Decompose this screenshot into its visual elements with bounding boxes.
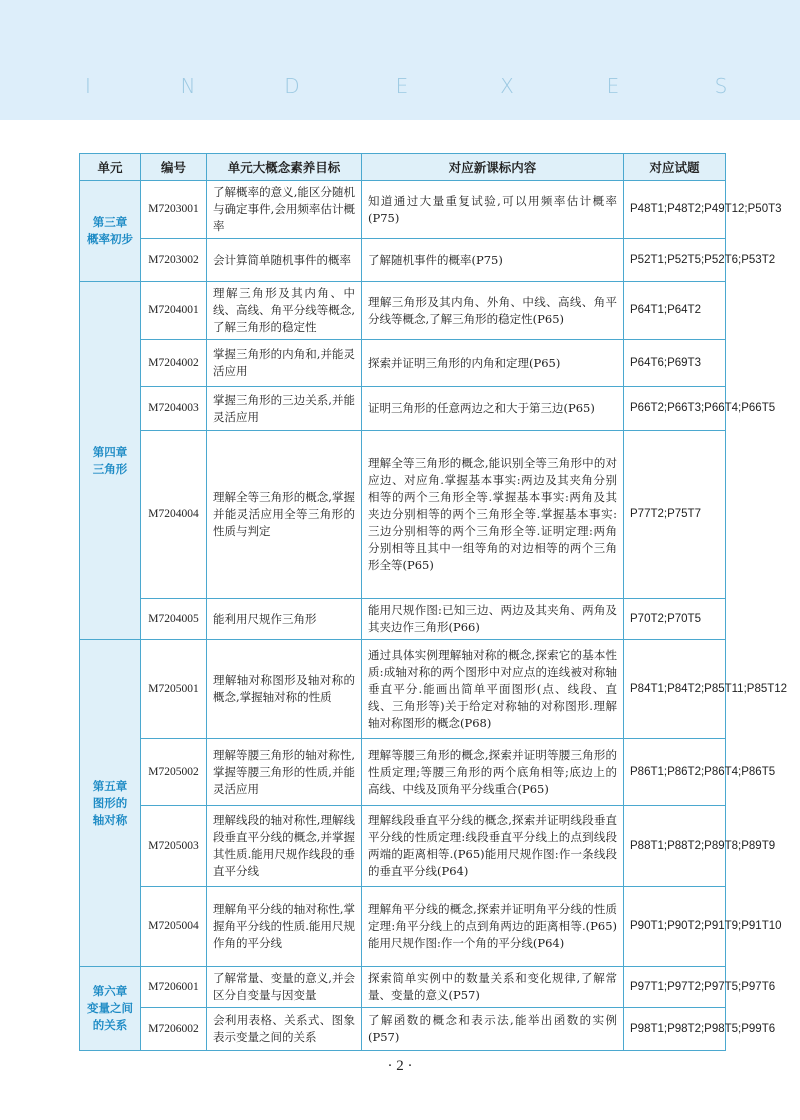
banner-letter: I bbox=[85, 74, 91, 98]
unit-title-line: 轴对称 bbox=[92, 812, 128, 827]
code-cell: M7203001 bbox=[141, 181, 207, 239]
goal-cell: 掌握三角形的内角和,并能灵活应用 bbox=[207, 340, 362, 387]
standard-content-cell: 理解角平分线的概念,探索并证明角平分线的性质定理:角平分线上的点到角两边的距离相等.(P65)能用尺规作图:作一个角的平分线(P64) bbox=[362, 887, 624, 967]
unit-title-line: 概率初步 bbox=[87, 232, 133, 246]
questions-cell: P64T1;P64T2 bbox=[624, 282, 726, 340]
code-cell: M7206001 bbox=[141, 967, 207, 1008]
table-row bbox=[80, 887, 726, 967]
unit-title-line: 图形的 bbox=[92, 795, 128, 810]
code-cell: M7204003 bbox=[141, 387, 207, 431]
banner-letter: D bbox=[284, 74, 300, 98]
code-cell: M7205001 bbox=[141, 640, 207, 739]
goal-cell: 理解全等三角形的概念,掌握并能灵活应用全等三角形的性质与判定 bbox=[207, 431, 362, 599]
table-row bbox=[80, 599, 726, 640]
indexes-lettering bbox=[0, 74, 800, 104]
code-cell: M7205003 bbox=[141, 806, 207, 887]
code-cell: M7203002 bbox=[141, 239, 207, 282]
questions-cell: P84T1;P84T2;P85T11;P85T12 bbox=[624, 640, 726, 739]
standard-content-cell: 通过具体实例理解轴对称的概念,探索它的基本性质:成轴对称的两个图形中对应点的连线被对称轴垂直平分.能画出简单平面图形(点、线段、直线、三角形等)关于给定对称轴的对称图形.理解轴对称图形的概念(P68) bbox=[362, 640, 624, 739]
page-number: · 2 · bbox=[387, 1058, 413, 1074]
goal-cell: 理解等腰三角形的轴对称性,掌握等腰三角形的性质,并能灵活应用 bbox=[207, 739, 362, 806]
unit-title-line: 第五章 bbox=[92, 778, 128, 793]
unit-title-cell bbox=[80, 640, 141, 967]
table-row bbox=[80, 431, 726, 599]
code-cell: M7204005 bbox=[141, 599, 207, 640]
table-row bbox=[80, 340, 726, 387]
unit-title-line: 第四章 bbox=[92, 444, 128, 459]
questions-cell: P48T1;P48T2;P49T12;P50T3 bbox=[624, 181, 726, 239]
banner-letter: E bbox=[606, 74, 620, 98]
table-row bbox=[80, 1008, 726, 1051]
header-goal: 单元大概念素养目标 bbox=[207, 154, 362, 181]
goal-cell: 了解概率的意义,能区分随机与确定事件,会用频率估计概率 bbox=[207, 181, 362, 239]
questions-cell: P86T1;P86T2;P86T4;P86T5 bbox=[624, 739, 726, 806]
unit-title-line: 三角形 bbox=[92, 461, 128, 476]
questions-cell: P88T1;P88T2;P89T8;P89T9 bbox=[624, 806, 726, 887]
header-standard-content: 对应新课标内容 bbox=[362, 154, 624, 181]
table-row bbox=[80, 181, 726, 239]
table-row bbox=[80, 640, 726, 739]
table-row bbox=[80, 739, 726, 806]
standard-content-cell: 探索简单实例中的数量关系和变化规律,了解常量、变量的意义(P57) bbox=[362, 967, 624, 1008]
code-cell: M7204001 bbox=[141, 282, 207, 340]
questions-cell: P77T2;P75T7 bbox=[624, 431, 726, 599]
standard-content-cell: 理解全等三角形的概念,能识别全等三角形中的对应边、对应角.掌握基本事实:两边及其夹角分别相等的两个三角形全等.掌握基本事实:两角及其夹边分别相等的两个三角形全等.掌握基本事实:三边分别相等的两个三角形全等.证明定理:两角分别相等且其中一组等角的对边相等的两个三角形全等(P65) bbox=[362, 431, 624, 599]
table-row bbox=[80, 387, 726, 431]
table-row bbox=[80, 239, 726, 282]
table-row bbox=[80, 967, 726, 1008]
unit-title-cell bbox=[80, 181, 141, 282]
goal-cell: 会利用表格、关系式、图象表示变量之间的关系 bbox=[207, 1008, 362, 1051]
header-banner bbox=[0, 0, 800, 120]
standard-content-cell: 知道通过大量重复试验,可以用频率估计概率(P75) bbox=[362, 181, 624, 239]
standard-content-cell: 探索并证明三角形的内角和定理(P65) bbox=[362, 340, 624, 387]
goal-cell: 了解常量、变量的意义,并会区分自变量与因变量 bbox=[207, 967, 362, 1008]
questions-cell: P90T1;P90T2;P91T9;P91T10 bbox=[624, 887, 726, 967]
code-cell: M7206002 bbox=[141, 1008, 207, 1051]
goal-cell: 会计算简单随机事件的概率 bbox=[207, 239, 362, 282]
standard-content-cell: 理解线段垂直平分线的概念,探索并证明线段垂直平分线的性质定理:线段垂直平分线上的点到线段两端的距离相等.(P65)能用尺规作图:作一条线段的垂直平分线(P64) bbox=[362, 806, 624, 887]
standard-content-cell: 了解函数的概念和表示法,能举出函数的实例(P57) bbox=[362, 1008, 624, 1051]
standard-content-cell: 理解三角形及其内角、外角、中线、高线、角平分线等概念,了解三角形的稳定性(P65) bbox=[362, 282, 624, 340]
code-cell: M7204002 bbox=[141, 340, 207, 387]
code-cell: M7205002 bbox=[141, 739, 207, 806]
table-row bbox=[80, 806, 726, 887]
unit-title-cell bbox=[80, 282, 141, 640]
goal-cell: 理解角平分线的轴对称性,掌握角平分线的性质.能用尺规作角的平分线 bbox=[207, 887, 362, 967]
index-table bbox=[79, 153, 788, 1051]
questions-cell: P52T1;P52T5;P52T6;P53T2 bbox=[624, 239, 726, 282]
unit-title-line: 第三章 bbox=[92, 215, 128, 229]
header-questions: 对应试题 bbox=[624, 154, 726, 181]
questions-cell: P98T1;P98T2;P98T5;P99T6 bbox=[624, 1008, 726, 1051]
questions-cell: P70T2;P70T5 bbox=[624, 599, 726, 640]
goal-cell: 掌握三角形的三边关系,并能灵活应用 bbox=[207, 387, 362, 431]
questions-cell: P66T2;P66T3;P66T4;P66T5 bbox=[624, 387, 726, 431]
questions-cell: P97T1;P97T2;P97T5;P97T6 bbox=[624, 967, 726, 1008]
code-cell: M7204004 bbox=[141, 431, 207, 599]
banner-letter: S bbox=[714, 74, 728, 98]
goal-cell: 理解线段的轴对称性,理解线段垂直平分线的概念,并掌握其性质.能用尺规作线段的垂直平分线 bbox=[207, 806, 362, 887]
standard-content-cell: 理解等腰三角形的概念,探索并证明等腰三角形的性质定理;等腰三角形的两个底角相等;底边上的高线、中线及顶角平分线重合(P65) bbox=[362, 739, 624, 806]
standard-content-cell: 能用尺规作图:已知三边、两边及其夹角、两角及其夹边作三角形(P66) bbox=[362, 599, 624, 640]
table-header-row bbox=[80, 154, 726, 181]
unit-title-line: 的关系 bbox=[92, 1018, 128, 1032]
table-row bbox=[80, 282, 726, 340]
banner-letter: N bbox=[180, 74, 196, 98]
goal-cell: 理解三角形及其内角、中线、高线、角平分线等概念,了解三角形的稳定性 bbox=[207, 282, 362, 340]
banner-letter: E bbox=[395, 74, 409, 98]
header-code: 编号 bbox=[141, 154, 207, 181]
goal-cell: 理解轴对称图形及轴对称的概念,掌握轴对称的性质 bbox=[207, 640, 362, 739]
standard-content-cell: 了解随机事件的概率(P75) bbox=[362, 239, 624, 282]
code-cell: M7205004 bbox=[141, 887, 207, 967]
questions-cell: P64T6;P69T3 bbox=[624, 340, 726, 387]
unit-title-cell bbox=[80, 967, 141, 1051]
banner-letter: X bbox=[500, 74, 514, 98]
header-unit: 单元 bbox=[80, 154, 141, 181]
unit-title-line: 变量之间 bbox=[87, 1001, 133, 1015]
unit-title-line: 第六章 bbox=[92, 984, 128, 998]
standard-content-cell: 证明三角形的任意两边之和大于第三边(P65) bbox=[362, 387, 624, 431]
goal-cell: 能利用尺规作三角形 bbox=[207, 599, 362, 640]
